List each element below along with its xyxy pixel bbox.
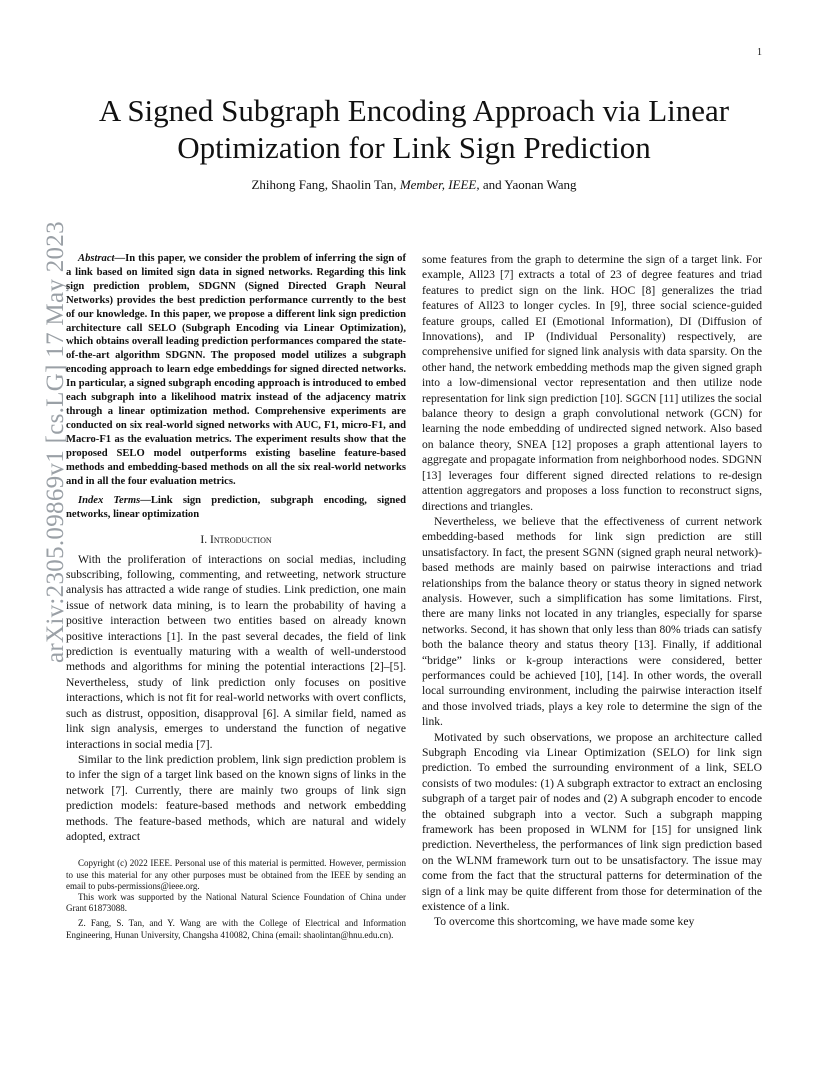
author-names-first: Zhihong Fang, Shaolin Tan, bbox=[251, 177, 397, 192]
section-heading-introduction bbox=[66, 532, 406, 547]
author-membership: Member, IEEE, bbox=[399, 177, 480, 192]
body-paragraph: To overcome this shortcoming, we have made some key bbox=[434, 915, 695, 929]
arxiv-stamp: arXiv:2305.09869v1 [cs.LG] 17 May 2023 bbox=[42, 221, 69, 663]
abstract bbox=[66, 252, 406, 488]
body-paragraph: Nevertheless, we believe that the effectiveness of current network embedding-based methods for link sign prediction are still unsatisfactory. In fact, the present SGNN (signed graph neural network)-based methods are mainly based on pairwise interactions and triad relationships from the balance theory or status theory in signed network analysis. However, such a simplification has some limitations. First, there are many links not located in any triangles, especially for sparse networks. Second, it has shown that only less than 80% triads can satisfy both the balance theory and status theory [13]. Finally, if additional “bridge” links or k-group interactions were considered, better performances could be achieved [10], [14]. In other words, the overall local surrounding environment, including the pairwise interaction itself and those involved triads, plays a key role to determine the sign of the link. bbox=[422, 514, 762, 729]
intro-paragraph: Similar to the link prediction problem, link sign prediction problem is to infer the sign of a target link based on the known signs of links in the network [7]. Currently, there are mainly two groups of link sign prediction models: feature-based methods and network embedding methods. The feature-based methods, which are natural and widely adopted, extract bbox=[66, 752, 406, 843]
author-names-last: and Yaonan Wang bbox=[482, 177, 577, 192]
body-paragraph: some features from the graph to determine the sign of a target link. For example, All23 [7] extracts a total of 23 of degree features and triad features to predict sign on the link. HOC [8] generalizes the triad features of All23 to longer cycles. In [9], three social science-guided feature groups, called EI (Emotional Information), DI (Diffusion of Innovations), and IP (Individual Personality) respectively, are comprehensive unified for signed link analysis with data sparsity. On the other hand, the network embedding methods map the given signed graph into a low-dimensional vector representation and then utilize node representation for link sign prediction [10]. SGCN [11] utilizes the social balance theory to design a graph convolutional network (GCN) for learning the node embedding of undirected signed network. Also based on balance theory, SNEA [12] proposes a graph attentional layers to aggregate and propagate information from neighborhood nodes. SDGNN [13] leverages four different signed directed relations to re-design attention aggregators and proposes a loss function to reconstruct signs, directions and triangles. bbox=[422, 253, 762, 513]
paper-title: A Signed Subgraph Encoding Approach via Linear Optimization for Link Sign Prediction bbox=[98, 93, 730, 165]
footnote-affiliation: Z. Fang, S. Tan, and Y. Wang are with the College of Electrical and Information Engineering, Hunan University, Changsha 410082, China (email: shaolintan@hnu.edu.cn). bbox=[66, 918, 406, 940]
index-terms bbox=[66, 494, 406, 522]
intro-paragraph: With the proliferation of interactions on social medias, including subscribing, following, commenting, and retweeting, network structure analysis has attracted a wide range of studies. Link prediction, one main issue of network data mining, is to learn the probability of having a positive interaction between two entities based on already known positive interactions [1]. In the past several decades, the field of link prediction is eventually maturing with a wealth of well-understood methods and algorithms for mining the potential interactions [2]–[5]. Nevertheless, study of link prediction only focuses on positive interactions, which is not fit for real-world networks with overt conflicts, such as distrust, opposition, disapproval [6]. A similar field, named as link sign analysis, emerges to understand the function of negative interactions in social media [7]. bbox=[66, 552, 406, 751]
section-numeral: I. bbox=[200, 533, 208, 547]
body-paragraph: Motivated by such observations, we propose an architecture called Subgraph Encoding via Linear Optimization (SELO) for link sign prediction. To embed the surrounding environment of a link, SELO consists of two modules: (1) A subgraph extractor to extract an enclosing subgraph of a target pair of nodes and (2) A subgraph encoder to encode the obtained subgraph into a vector. Such a subgraph mapping framework has been proposed in WLNM for [15] for unsigned link prediction. Nevertheless, the performances of link sign prediction based on the WLNM framework turn out to be unsatisfactory. The issue may come from the fact that the structural patterns for determination of the sign of a link may be quite different from those for determination of the existence of a link. bbox=[422, 730, 762, 914]
left-column bbox=[66, 252, 406, 941]
index-terms-text: —Link sign prediction, subgraph encoding, signed networks, linear optimization bbox=[66, 495, 406, 521]
page-number: 1 bbox=[757, 47, 762, 58]
author-line bbox=[60, 177, 768, 193]
section-title: Introduction bbox=[210, 533, 272, 547]
abstract-text: —In this paper, we consider the problem of inferring the sign of a link based on limited sign data in signed networks. Regarding this link sign prediction problem, SDGNN (Signed Directed Graph Neural Networks) provides the best prediction performance currently to the best of our knowledge. In this paper, we propose a different link sign prediction architecture call SELO (Subgraph Encoding via Linear Optimization), which obtains overall leading prediction performances compared the state-of-the-art algorithm SDGNN. The proposed model utilizes a subgraph encoding approach to learn edge embeddings for signed directed networks. In particular, a signed subgraph encoding approach is introduced to embed each subgraph into a likelihood matrix instead of the adjacency matrix through a linear optimization method. Comprehensive experiments are conducted on six real-world signed networks with AUC, F1, micro-F1, and Macro-F1 as the evaluation metrics. The experiment results show that the proposed SELO model outperforms existing baseline feature-based methods and embedding-based methods on all the six real-world networks and in all the four evaluation metrics. bbox=[66, 253, 406, 487]
footnote-funding: This work was supported by the National Natural Science Foundation of China under Grant 61873088. bbox=[66, 891, 406, 914]
index-terms-lead: Index Terms bbox=[78, 495, 141, 507]
right-column bbox=[422, 252, 762, 930]
abstract-lead: Abstract bbox=[78, 253, 115, 264]
footnote-copyright: Copyright (c) 2022 IEEE. Personal use of this material is permitted. However, permission to use this material for any other purposes must be obtained from the IEEE by sending an email to pubs-permissions@ieee.org. bbox=[66, 858, 406, 891]
